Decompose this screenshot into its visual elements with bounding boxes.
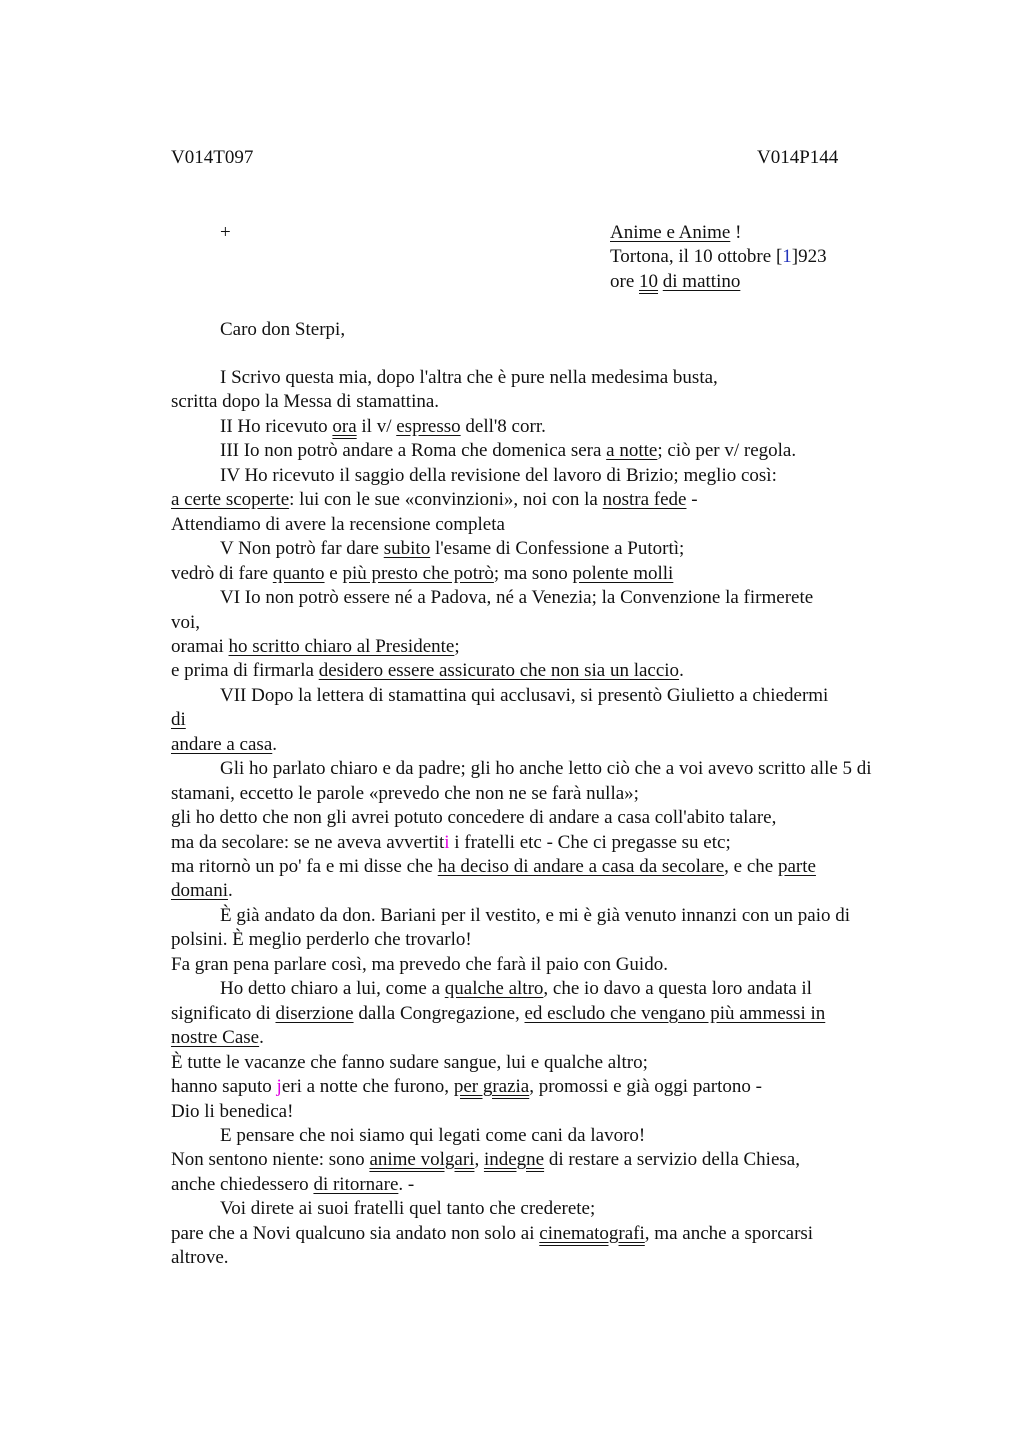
body-line xyxy=(171,855,816,879)
place-date-digit: 1 xyxy=(782,246,792,267)
text-segment: II Ho ricevuto xyxy=(220,416,333,437)
text-segment: ora xyxy=(332,416,357,437)
text-segment: Gli ho parlato chiaro e da padre; gli ho anche letto ciò che a voi avevo scritto alle 5 di xyxy=(220,758,872,779)
text-segment: dell'8 corr. xyxy=(460,416,546,437)
time-line xyxy=(610,270,740,294)
text-segment: l'esame di Confessione a Putortì; xyxy=(430,538,685,559)
text-segment: . xyxy=(228,880,233,901)
text-segment: i fratelli etc - Che ci pregasse su etc; xyxy=(449,832,731,853)
place-date-part: Tortona, il 10 ottobre [ xyxy=(610,246,783,267)
title-underlined: Anime e Anime xyxy=(610,222,731,243)
text-segment: E pensare che noi siamo qui legati come cani da lavoro! xyxy=(220,1125,646,1146)
body-line xyxy=(220,439,796,463)
body-line xyxy=(171,390,439,414)
text-segment: cinematografi xyxy=(539,1223,645,1244)
body-line xyxy=(171,513,505,537)
text-segment: , e che xyxy=(724,856,778,877)
body-line xyxy=(171,782,639,806)
body-line xyxy=(171,831,731,855)
body-line xyxy=(171,1002,825,1026)
body-line xyxy=(171,1051,648,1075)
body-line xyxy=(171,1173,414,1197)
title-exclamation: ! xyxy=(730,222,742,243)
text-segment: il v/ xyxy=(356,416,397,437)
text-segment: hanno saputo xyxy=(171,1076,277,1097)
body-line xyxy=(220,366,718,390)
text-segment: voi, xyxy=(171,612,201,633)
body-line xyxy=(220,977,812,1001)
text-segment: . - xyxy=(398,1174,415,1195)
body-line xyxy=(171,1100,293,1124)
place-date-part: ]923 xyxy=(791,246,827,267)
text-segment: significato di xyxy=(171,1003,276,1024)
text-segment: altrove. xyxy=(171,1247,229,1268)
body-line xyxy=(171,562,673,586)
text-segment: diserzione xyxy=(275,1003,354,1024)
text-segment: Voi direte ai suoi fratelli quel tanto che crederete; xyxy=(220,1198,596,1219)
text-segment: i xyxy=(444,832,450,853)
text-segment: espresso xyxy=(396,416,461,437)
body-line xyxy=(171,611,200,635)
time-part: ore xyxy=(610,271,640,292)
text-segment: di ritornare xyxy=(313,1174,399,1195)
body-line xyxy=(171,879,233,903)
text-segment: ha deciso di andare a casa da secolare xyxy=(437,856,725,877)
text-segment: nostra fede xyxy=(602,489,687,510)
text-segment: ma ritornò un po' fa e mi disse che xyxy=(171,856,438,877)
text-segment: ; ciò per v/ regola. xyxy=(657,440,797,461)
text-segment: , promossi e già oggi partono - xyxy=(529,1076,762,1097)
text-segment: ; xyxy=(454,636,460,657)
text-segment: polsini. È meglio perderlo che trovarlo! xyxy=(171,929,472,950)
salutation: Caro don Sterpi, xyxy=(220,319,346,340)
text-segment: a certe scoperte xyxy=(171,489,290,510)
body-line xyxy=(171,659,684,683)
text-segment: pare che a Novi qualcuno sia andato non solo ai xyxy=(171,1223,540,1244)
text-segment: . xyxy=(679,660,684,681)
text-segment: anche chiedessero xyxy=(171,1174,314,1195)
body-line xyxy=(171,1246,229,1270)
text-segment: I Scrivo questa mia, dopo l'altra che è pure nella medesima busta, xyxy=(220,367,718,388)
text-segment: Non sentono niente: sono xyxy=(171,1149,370,1170)
body-line xyxy=(171,953,668,977)
text-segment: per grazia xyxy=(453,1076,530,1097)
body-line xyxy=(220,904,850,928)
text-segment: È già andato da don. Bariani per il vestito, e mi è già venuto innanzi con un paio di xyxy=(220,905,850,926)
text-segment: - xyxy=(686,489,698,510)
body-line xyxy=(171,1222,813,1246)
text-segment: stamani, eccetto le parole «prevedo che non ne se farà nulla»; xyxy=(171,783,639,804)
text-segment: Fa gran pena parlare così, ma prevedo che farà il paio con Guido. xyxy=(171,954,668,975)
text-segment: VI Io non potrò essere né a Padova, né a Venezia; la Convenzione la firmerete xyxy=(220,587,814,608)
text-segment: . xyxy=(272,734,278,755)
text-segment: andare a casa xyxy=(171,734,273,755)
place-date xyxy=(610,245,827,269)
text-segment: IV Ho ricevuto il saggio della revisione del lavoro di Brizio; meglio così: xyxy=(220,465,777,486)
body-line xyxy=(171,928,472,952)
text-segment: e xyxy=(324,563,343,584)
letter-title xyxy=(610,221,741,245)
text-segment: di xyxy=(171,709,186,730)
text-segment: , che io davo a questa loro andata il xyxy=(543,978,812,999)
header-left-code: V014T097 xyxy=(171,147,254,168)
text-segment: ed escludo che vengano più ammessi in xyxy=(524,1003,826,1024)
body-line xyxy=(171,1148,800,1172)
text-segment: È tutte le vacanze che fanno sudare sangue, lui e qualche altro; xyxy=(171,1052,648,1073)
text-segment: a notte xyxy=(606,440,658,461)
text-segment: domani xyxy=(171,880,228,901)
text-segment: ; ma sono xyxy=(493,563,573,584)
body-line xyxy=(220,464,777,488)
header-right-code: V014P144 xyxy=(757,147,839,168)
text-segment: oramai xyxy=(171,636,229,657)
body-line xyxy=(171,488,698,512)
text-segment: ma da secolare: se ne aveva avvertit xyxy=(171,832,445,853)
body-line xyxy=(171,635,460,659)
text-segment: eri a notte che furono, xyxy=(281,1076,454,1097)
text-segment: ho scritto chiaro al Presidente xyxy=(228,636,455,657)
body-line xyxy=(220,684,828,708)
text-segment: nostre Case xyxy=(171,1027,260,1048)
text-segment: j xyxy=(276,1076,282,1097)
text-segment: quanto xyxy=(272,563,325,584)
text-segment: scritta dopo la Messa di stamattina. xyxy=(171,391,440,412)
text-segment: , xyxy=(474,1149,484,1170)
text-segment: III Io non potrò andare a Roma che domenica sera xyxy=(220,440,607,461)
text-segment: parte xyxy=(777,856,816,877)
text-segment: anime volgari xyxy=(369,1149,475,1170)
text-segment: indegne xyxy=(483,1149,545,1170)
text-segment: e prima di firmarla xyxy=(171,660,319,681)
body-line xyxy=(171,806,776,830)
text-segment: V Non potrò far dare xyxy=(220,538,384,559)
text-segment: Dio li benedica! xyxy=(171,1101,294,1122)
time-hour: 10 xyxy=(639,271,659,292)
text-segment: qualche altro xyxy=(444,978,544,999)
text-segment: , ma anche a sporcarsi xyxy=(644,1223,814,1244)
cross-mark: + xyxy=(220,222,231,243)
body-line xyxy=(171,1026,264,1050)
body-line xyxy=(171,1075,762,1099)
body-line xyxy=(220,1124,645,1148)
body-line xyxy=(220,537,684,561)
text-segment: vedrò di fare xyxy=(171,563,273,584)
text-segment: . xyxy=(259,1027,264,1048)
body-line xyxy=(171,708,186,732)
text-segment: : lui con le sue «convinzioni», noi con la xyxy=(289,489,603,510)
body-line xyxy=(220,586,813,610)
text-segment: VII Dopo la lettera di stamattina qui acclusavi, si presentò Giulietto a chiedermi xyxy=(220,685,829,706)
text-segment: Ho detto chiaro a lui, come a xyxy=(220,978,445,999)
time-part: di mattino xyxy=(662,271,741,292)
text-segment: polente molli xyxy=(572,563,674,584)
body-line xyxy=(220,757,872,781)
text-segment: di restare a servizio della Chiesa, xyxy=(544,1149,800,1170)
text-segment: più presto che potrò xyxy=(342,563,494,584)
text-segment: dalla Congregazione, xyxy=(353,1003,525,1024)
text-segment: gli ho detto che non gli avrei potuto concedere di andare a casa coll'abito talare, xyxy=(171,807,777,828)
text-segment: Attendiamo di avere la recensione completa xyxy=(171,514,505,535)
body-line xyxy=(220,415,546,439)
text-segment: desidero essere assicurato che non sia un laccio xyxy=(318,660,680,681)
text-segment: subito xyxy=(383,538,431,559)
body-line xyxy=(171,733,277,757)
body-line xyxy=(220,1197,595,1221)
